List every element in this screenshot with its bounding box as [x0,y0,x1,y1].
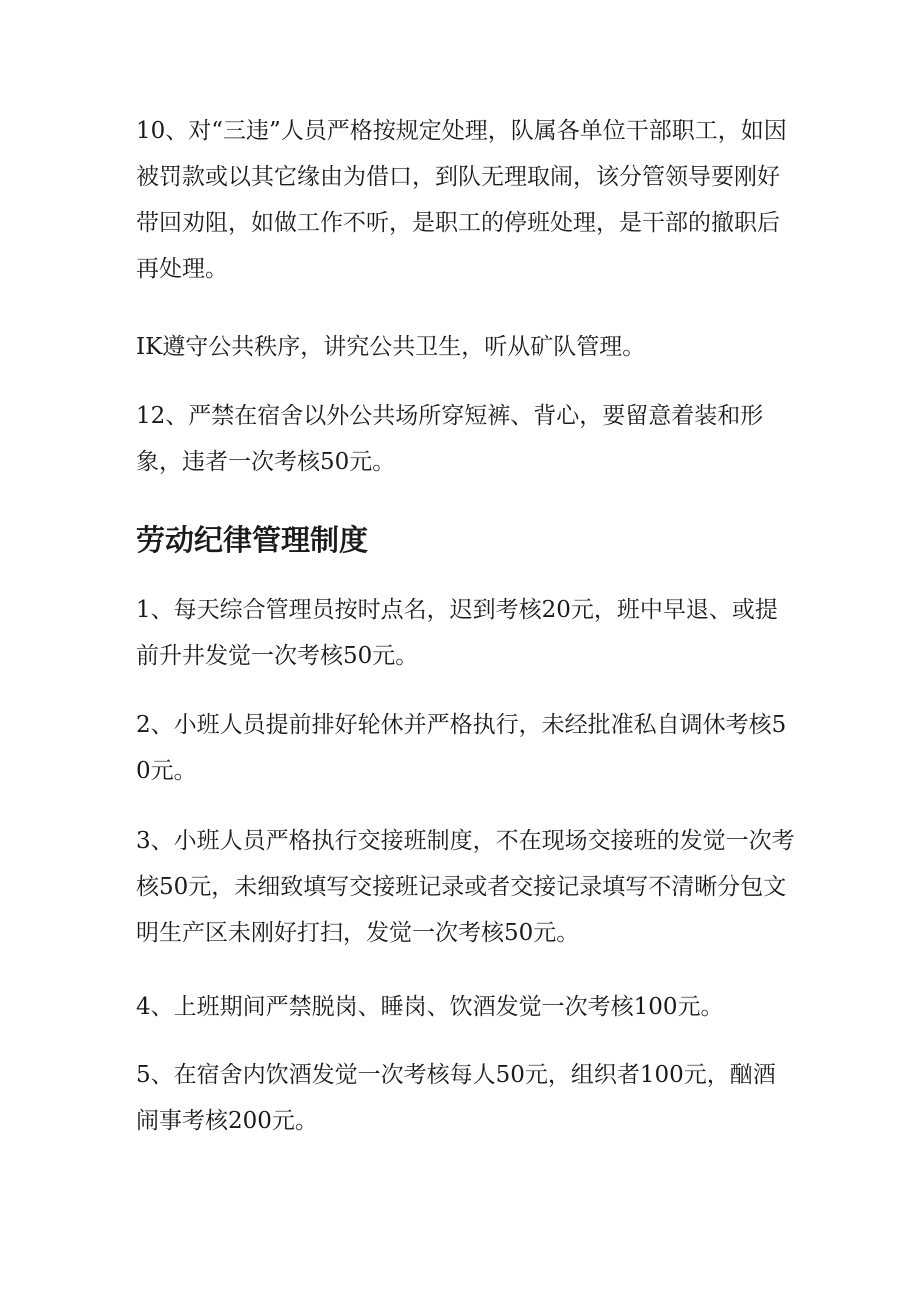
paragraph-item-10: 10、对“三违”人员严格按规定处理，队属各单位干部职工，如因被罚款或以其它缘由为借口，到队无理取闹，该分管领导要刚好带回劝阻，如做工作不听，是职工的停班处理，是干部的撤职后再处理。 [136,118,787,282]
rule-item-3: 3、小班人员严格执行交接班制度，不在现场交接班的发觉一次考核50元，未细致填写交接班记录或者交接记录填写不清晰分包文明生产区未刚好打扫，发觉一次考核50元。 [136,828,795,946]
paragraph-item-11: IK遵守公共秩序，讲究公共卫生，听从矿队管理。 [136,334,646,360]
rule-item-4: 4、上班期间严禁脱岗、睡岗、饮酒发觉一次考核100元。 [136,994,724,1020]
rule-item-2: 2、小班人员提前排好轮休并严格执行，未经批准私自调休考核50元。 [136,712,787,784]
rule-item-1: 1、每天综合管理员按时点名，迟到考核20元，班中早退、或提前升井发觉一次考核50元。 [136,597,778,669]
section-heading: 劳动纪律管理制度 [136,523,369,557]
paragraph-item-12: 12、严禁在宿舍以外公共场所穿短裤、背心，要留意着装和形象，违者一次考核50元。 [136,403,764,475]
rule-item-5: 5、在宿舍内饮酒发觉一次考核每人50元，组织者100元，酗酒闹事考核200元。 [136,1062,776,1134]
